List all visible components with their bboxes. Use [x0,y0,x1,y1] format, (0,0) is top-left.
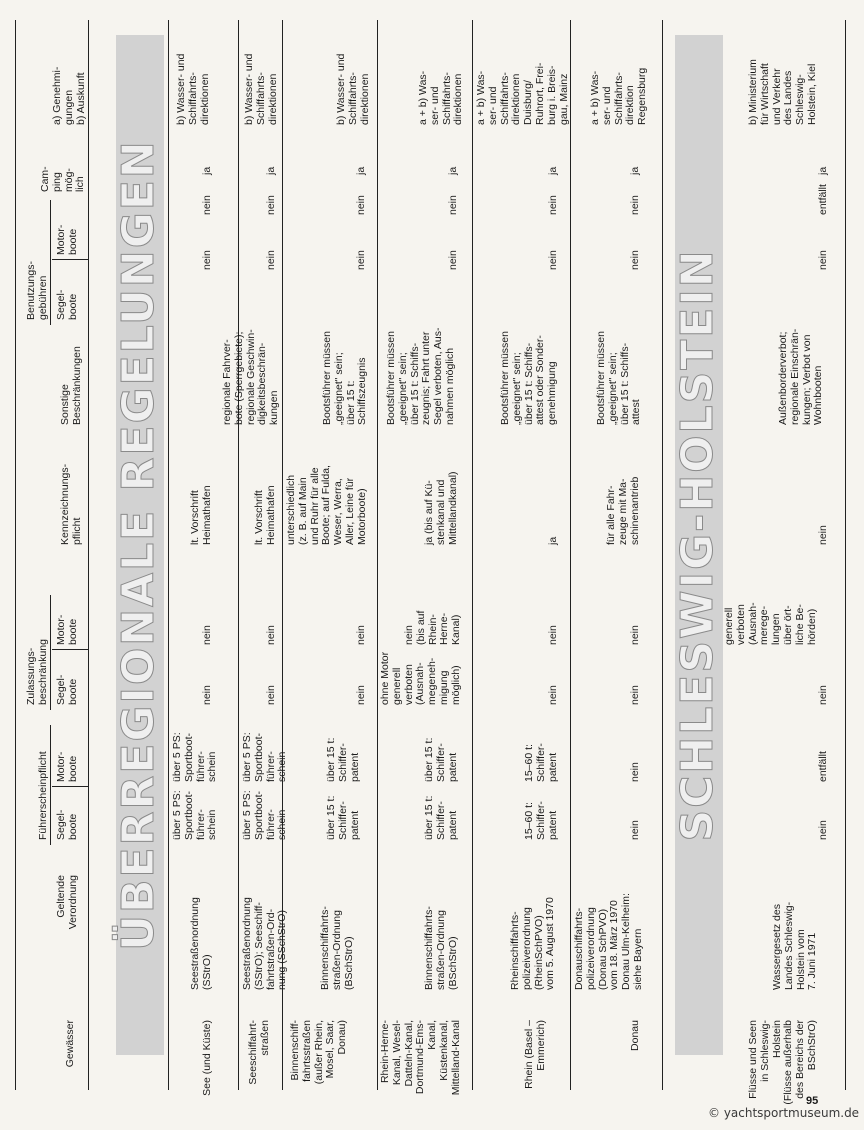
row-kanal-auskunft: a + b) Was- ser- und Schiffahrts- direktionen [417,70,465,125]
row-binnen-verordnung: Binnenschiffahrts- straßen-Ordnung (BSchStrO) [319,906,355,990]
row-see-zul-segel: nein [201,685,213,705]
row-binnen-zul-segel: nein [355,685,367,705]
header-benutzung: Benutzungs- gebühren [25,261,49,320]
row-see-gewaesser: See (und Küste) [201,1020,213,1096]
row-donau-verordnung: Donauschiffahrts- polizeiverordnung (Donau SchPVO) vom 18. März 1970 Donau Ulm-Kelheim: siehe Bayern [573,893,644,990]
row-seeschiff-sonstige: regionale Fahrver- bote (Sperrgebiete); regionale Geschwin- digkeitsbeschrän- kungen [221,329,281,425]
row-rhein-geb-motor: nein [547,195,559,215]
row-seeschiff-auskunft: b) Wasser- und Schiffahrts- direktionen [243,53,279,125]
row-rhein-kennzeichnung: ja [547,536,559,545]
row-binnen-kennzeichnung: unterschiedlich (z. B. auf Main und Ruhr für alle Boote; auf Fulda, Weser, Werra, Aller, Leine für Motorboote) [285,465,368,545]
row-see-zul-motor: nein [201,625,213,645]
row-donau-zul-segel: nein [629,685,641,705]
row-see-auskunft: b) Wasser- und Schiffahrts- direktionen [175,53,211,125]
row-rhein-auskunft: a + b) Was- ser- und Schiffahrts- direktionen Duisburg/ Ruhrort, Frei- burg i. Breis- gau, Mainz [475,62,570,125]
row-donau-geb-motor: nein [629,195,641,215]
row-see-fuehrer-segel: über 5 PS: Sportboot- führer- schein [171,790,219,840]
row-donau-kennzeichnung: für alle Fahr- zeuge mit Ma- schinenantrieb [605,476,641,545]
row-rhein-gewaesser: Rhein (Basel – Emmerich) [523,1020,547,1089]
rule-group-benutzung [50,200,51,325]
header-fuehrer-segel: Segel- boote [55,809,79,840]
rule-row5 [472,20,473,1090]
row-donau-gewaesser: Donau [629,1020,641,1051]
row-seeschiff-fuehrer-motor: über 5 PS: Sportboot- führer- schein [241,732,289,782]
header-camping: Cam- ping mög- lich [39,166,87,192]
rule-row1 [168,20,169,1090]
row-kanal-verordnung: Binnenschiffahrts- straßen-Ordnung (BSchStrO) [423,906,459,990]
header-fuehrer: Führerscheinpflicht [37,751,49,840]
row-sh-gewaesser: Flüsse und Seen in Schleswig- Holstein (Flüsse außerhalb des Bereichs der BSchStrO) [747,1020,818,1105]
rule-row6 [570,20,571,1090]
row-sh-zul-segel: nein [817,685,829,705]
row-donau-zul-motor: nein [629,625,641,645]
row-see-geb-segel: nein [201,250,213,270]
row-binnen-fuehrer-segel: über 15 t: Schiffer- patent [325,795,361,840]
header-sonstige: Sonstige Beschränkungen [59,346,83,425]
row-donau-geb-segel: nein [629,250,641,270]
row-seeschiff-zul-motor: nein [265,625,277,645]
row-binnen-geb-segel: nein [355,250,367,270]
header-zulassung-segel: Segel- boote [55,674,79,705]
rule-row2 [238,20,239,1090]
row-donau-camping: ja [629,166,641,175]
row-kanal-fuehrer-motor: über 15 t: Schiffer- patent [423,737,459,782]
row-binnen-gewaesser: Binnenschiff- fahrtsstraßen (außer Rhein, Mosel, Saar, Donau) [289,1020,349,1085]
row-donau-sonstige: Bootsführer müssen „geeignet" sein; über 15 t: Schiffs- attest [595,331,643,425]
row-rhein-verordnung: Rheinschiffahrts- polizeiverordnung (RheinSchPVO) vom 5. August 1970 [509,897,557,990]
row-rhein-geb-segel: nein [547,250,559,270]
row-binnen-zul-motor: nein [355,625,367,645]
section-banner-schleswig [672,35,723,1055]
watermark: © yachtsportmuseum.de [708,1106,860,1120]
row-rhein-zul-motor: nein [547,625,559,645]
row-rhein-sonstige: Bootsführer müssen „geeignet" sein; über 15 t: Schiffs- attest oder Sonder- genehmigung [499,331,559,425]
row-see-kennzeichnung: lt. Vorschrift Heimathafen [189,485,213,545]
row-donau-fuehrer-segel: nein [629,820,641,840]
row-kanal-sonstige: Bootsführer müssen „geeignet" sein; über 15 t: Schiffs- zeugnis; Fahrt unter Segel verboten, Aus- nahmen möglich [385,327,456,425]
row-sh-geb-motor: entfällt [817,184,829,215]
row-rhein-zul-segel: nein [547,685,559,705]
row-sh-fuehrer-motor: entfällt [817,751,829,782]
rule-group-fuehrer [50,725,51,845]
header-zulassung-motor: Motor- boote [55,614,79,645]
row-kanal-geb-segel: nein [447,250,459,270]
row-donau-auskunft: a + b) Was- ser- und Schiffahrts- direktion Regensburg [589,67,649,125]
header-gewaesser: Gewässer [64,1020,76,1068]
rule-header [88,20,89,1090]
rule-row7 [662,20,663,1090]
row-see-fuehrer-motor: über 5 PS: Sportboot- führer- schein [171,732,219,782]
section-title-schleswig: SCHLESWIG-HOLSTEIN [672,248,723,842]
row-kanal-zul-segel: ohne Motor generell verboten (Ausnah- megeneh- migung möglich) [379,651,462,705]
row-rhein-fuehrer-motor: 15–60 t: Schiffer- patent [523,743,559,782]
row-seeschiff-geb-motor: nein [265,195,277,215]
section-banner-ueberregional [113,35,164,1055]
row-seeschiff-verordnung: Seestraßenordnung (SStrO); Seeschiff- fahrtstraßen-Ord- nung (SSchStrO) [241,897,289,990]
header-benutzung-motor: Motor- boote [55,224,79,255]
row-sh-fuehrer-segel: nein [817,820,829,840]
rule-top [15,20,16,1090]
header-fuehrer-motor: Motor- boote [55,751,79,782]
divider-zulassung [52,649,88,650]
row-seeschiff-geb-segel: nein [265,250,277,270]
row-sh-zul-motor: generell verboten (Ausnah- merege- lungen über ört- liche Be- hörden) [723,602,818,645]
row-see-camping: ja [201,166,213,175]
row-sh-sonstige: Außenborderverbot; regionale Einschrän- kungen; Verbot von Wohnbooten [777,328,825,425]
row-binnen-geb-motor: nein [355,195,367,215]
rule-row4 [377,20,378,1090]
row-rhein-fuehrer-segel: 15–60 t: Schiffer- patent [523,801,559,840]
row-binnen-auskunft: b) Wasser- und Schiffahrts- direktionen [335,53,371,125]
section-title-ueberregional: ÜBERREGIONALE REGELUNGEN [113,139,164,951]
row-see-geb-motor: nein [201,195,213,215]
header-benutzung-segel: Segel- boote [55,289,79,320]
row-kanal-camping: ja [447,166,459,175]
divider-fuehrer [52,786,88,787]
divider-benutzung [52,259,88,260]
header-verordnung: Geltende Verordnung [55,875,79,930]
page-number: 95 [806,1095,819,1107]
row-rhein-camping: ja [547,166,559,175]
row-seeschiff-camping: ja [265,166,277,175]
row-kanal-kennzeichnung: ja (bis auf Kü- stenkanal und Mittellandkanal) [423,471,459,545]
header-kennzeichnung: Kennzeichnungs- pflicht [59,463,83,545]
row-see-verordnung: Seestraßenordnung (SStrO) [189,897,213,990]
rule-group-zulassung [50,595,51,710]
row-sh-verordnung: Wassergesetz des Landes Schleswig- Holstein vom 7. Juni 1971 [771,901,819,990]
row-sh-auskunft: b) Ministerium für Wirtschaft und Verkehr des Landes Schleswig- Holstein, Kiel [747,59,818,125]
row-binnen-sonstige: Bootsführer müssen „geeignet" sein; über 15 t: Schiffszeugnis [321,331,369,425]
row-kanal-zul-motor: nein (bis auf Rhein- Herne- Kanal) [403,610,463,645]
row-kanal-geb-motor: nein [447,195,459,215]
row-seeschiff-fuehrer-segel: über 5 PS: Sportboot- führer- schein [241,790,289,840]
row-seeschiff-zul-segel: nein [265,685,277,705]
row-seeschiff-gewaesser: Seeschiffahrt- straßen [247,1020,271,1085]
rule-bottom [845,20,846,1090]
row-sh-geb-segel: nein [817,250,829,270]
row-sh-kennzeichnung: nein [817,525,829,545]
row-binnen-camping: ja [355,166,367,175]
row-kanal-gewaesser: Rhein-Herne- Kanal, Wesel- Datteln-Kanal, Dortmund-Ems- Kanal, Küstenkanal, Mittelland-Kanal [379,1020,462,1096]
row-sh-camping: ja [817,166,829,175]
header-zulassung: Zulassungs- beschränkung [25,639,49,705]
row-seeschiff-kennzeichnung: lt. Vorschrift Heimathafen [253,485,277,545]
row-binnen-fuehrer-motor: über 15 t: Schiffer- patent [325,737,361,782]
row-kanal-fuehrer-segel: über 15 t: Schiffer- patent [423,795,459,840]
header-auskunft: a) Genehmi- gungen b) Auskunft [51,66,87,125]
row-donau-fuehrer-motor: nein [629,762,641,782]
